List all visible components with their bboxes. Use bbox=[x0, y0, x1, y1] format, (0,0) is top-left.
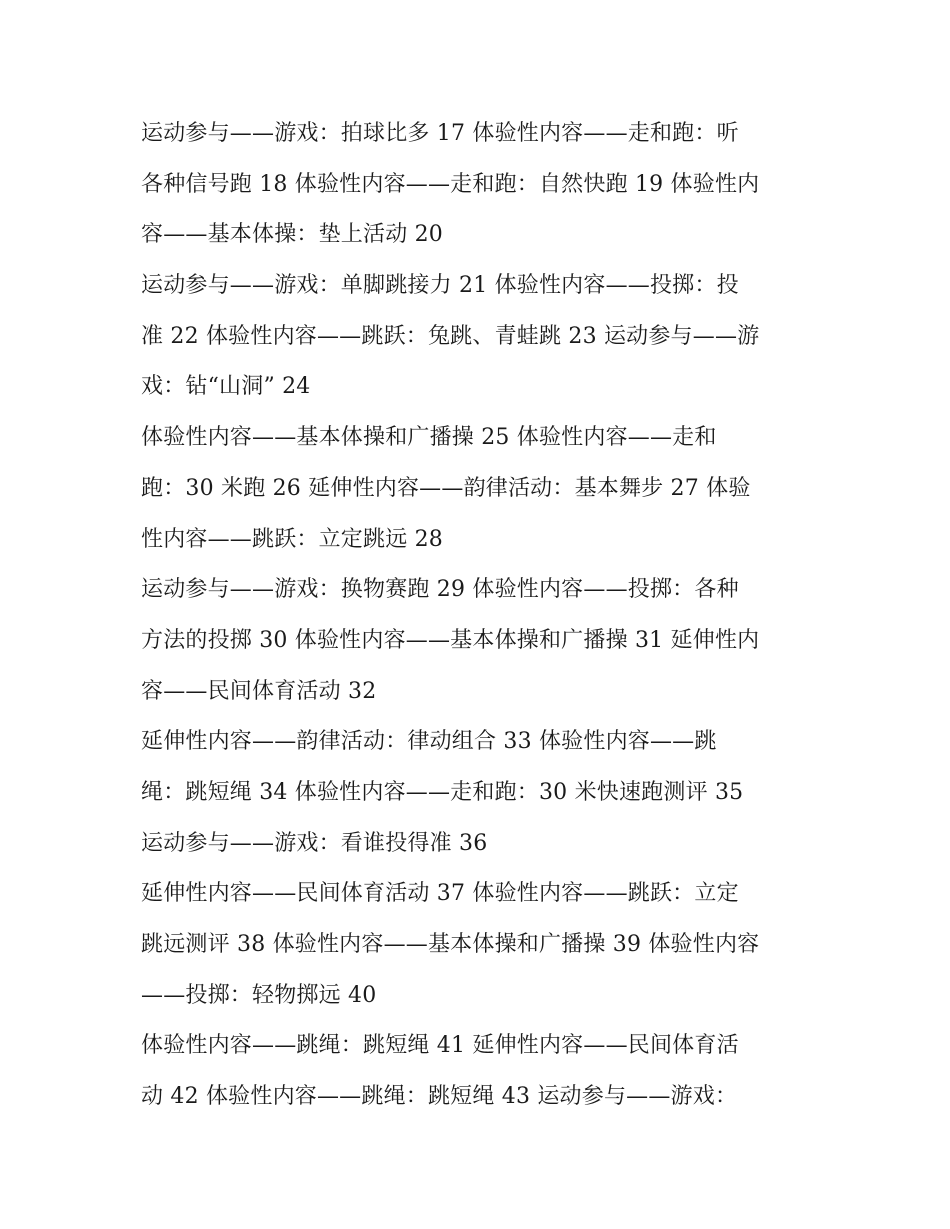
text-line: 延伸性内容——韵律活动：律动组合 33 体验性内容——跳 bbox=[141, 729, 717, 755]
text-line: 跳远测评 38 体验性内容——基本体操和广播操 39 体验性内容 bbox=[141, 932, 760, 957]
text-line: 各种信号跑 18 体验性内容——走和跑：自然快跑 19 体验性内 bbox=[141, 171, 760, 197]
text-line: 戏：钻“山洞” 24 bbox=[141, 374, 311, 400]
text-line: 动 42 体验性内容——跳绳：跳短绳 43 运动参与——游戏： bbox=[141, 1084, 738, 1110]
text-line: 运动参与——游戏：单脚跳接力 21 体验性内容——投掷：投 bbox=[141, 273, 739, 299]
text-line: 延伸性内容——民间体育活动 37 体验性内容——跳跃：立定 bbox=[141, 881, 739, 907]
text-line: 运动参与——游戏：换物赛跑 29 体验性内容——投掷：各种 bbox=[141, 577, 739, 603]
text-line: 运动参与——游戏：看谁投得准 36 bbox=[141, 830, 488, 856]
text-line: 体验性内容——基本体操和广播操 25 体验性内容——走和 bbox=[141, 425, 717, 451]
text-line: 跑：30 米跑 26 延伸性内容——韵律活动：基本舞步 27 体验 bbox=[141, 475, 751, 501]
text-line: ——投掷：轻物掷远 40 bbox=[141, 982, 377, 1008]
text-line: 容——民间体育活动 32 bbox=[141, 678, 377, 704]
text-line: 准 22 体验性内容——跳跃：兔跳、青蛙跳 23 运动参与——游 bbox=[141, 323, 760, 349]
text-line: 性内容——跳跃：立定跳远 28 bbox=[141, 526, 443, 552]
text-line: 方法的投掷 30 体验性内容——基本体操和广播操 31 延伸性内 bbox=[141, 627, 760, 653]
text-line: 绳：跳短绳 34 体验性内容——走和跑：30 米快速跑测评 35 bbox=[141, 779, 744, 805]
text-line: 容——基本体操：垫上活动 20 bbox=[141, 222, 443, 248]
document-body bbox=[141, 109, 821, 1123]
text-line: 体验性内容——跳绳：跳短绳 41 延伸性内容——民间体育活 bbox=[141, 1033, 739, 1059]
text-line: 运动参与——游戏：拍球比多 17 体验性内容——走和跑：听 bbox=[141, 121, 739, 146]
